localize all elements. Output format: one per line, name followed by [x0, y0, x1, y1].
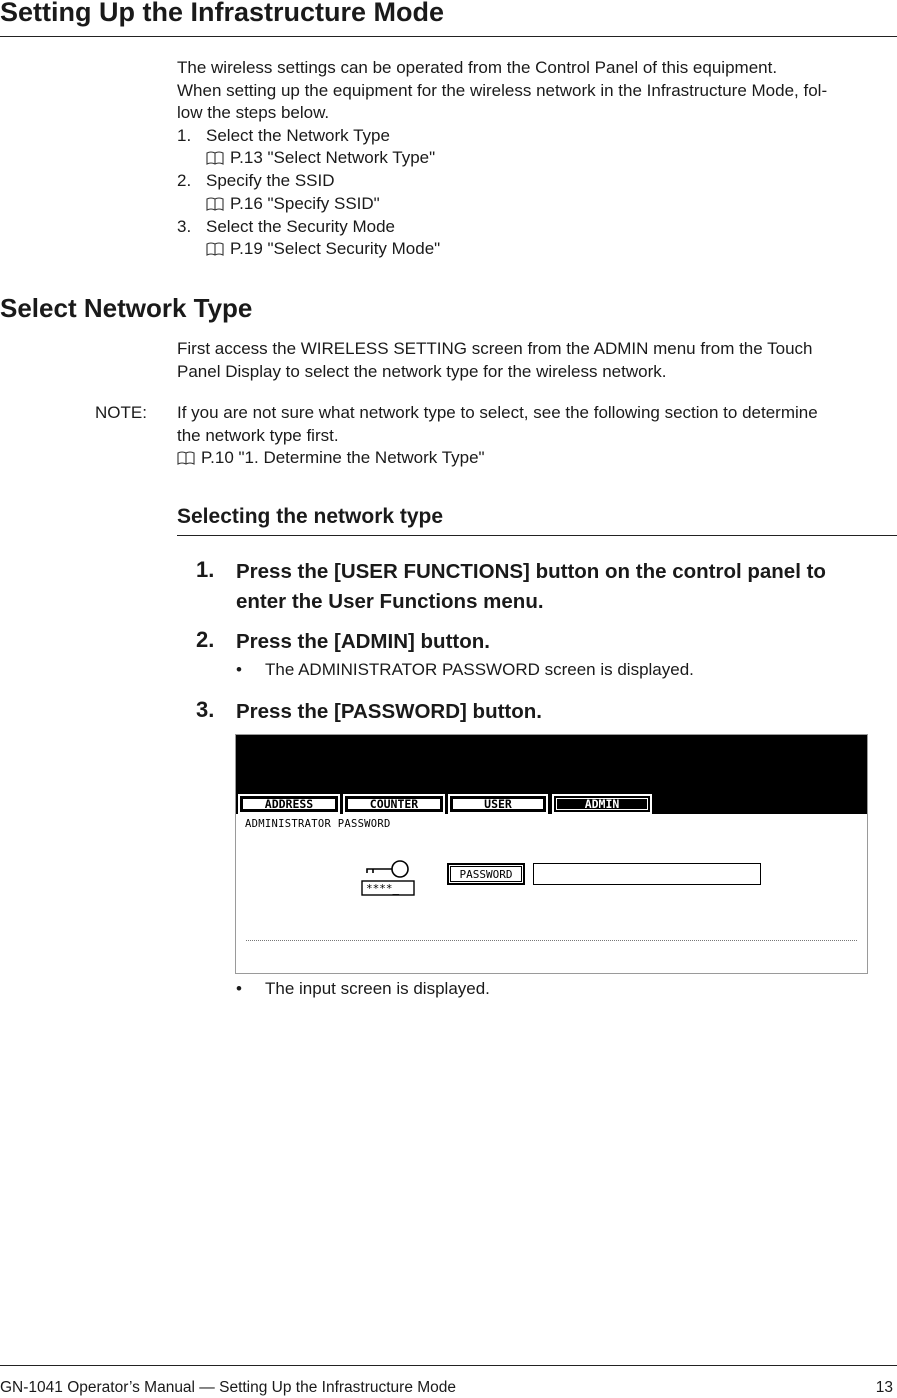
key-icon — [361, 859, 417, 899]
intro-line: The wireless settings can be operated from the Control Panel of this equipment. — [177, 58, 778, 77]
bullet: • — [236, 660, 242, 679]
step-result: The ADMINISTRATOR PASSWORD screen is displayed. — [265, 660, 694, 679]
password-field[interactable] — [533, 863, 761, 885]
step-instruction — [236, 557, 896, 617]
book-icon — [177, 451, 195, 466]
password-button[interactable] — [447, 863, 525, 885]
reference-text: P.16 "Specify SSID" — [230, 194, 380, 213]
step-number: 2. — [196, 627, 215, 652]
overview-step-text: Select the Security Mode — [206, 217, 395, 236]
procedure-rule — [177, 535, 897, 536]
panel-divider — [246, 940, 857, 941]
note-line: the network type first. — [177, 425, 339, 445]
intro-line: When setting up the equipment for the wireless network in the Infrastructure Mode, fol- — [177, 80, 828, 100]
book-icon — [206, 242, 224, 257]
bullet: • — [236, 979, 242, 998]
cross-reference-link[interactable] — [206, 147, 435, 170]
step-line: enter the User Functions menu. — [236, 590, 544, 613]
tab-address[interactable] — [238, 794, 340, 814]
step-number: 3. — [196, 697, 215, 722]
control-panel-screen — [235, 734, 868, 974]
step-number: 1. — [196, 557, 215, 582]
tab-label: ADDRESS — [242, 798, 336, 810]
password-button-label: PASSWORD — [450, 866, 522, 882]
key-icon-label: ****_ — [366, 882, 400, 895]
procedure-title: Selecting the network type — [177, 505, 444, 528]
tab-user[interactable] — [448, 794, 548, 814]
step-line: Press the [USER FUNCTIONS] button on the control panel to — [236, 560, 826, 583]
body-line: First access the WIRELESS SETTING screen from the ADMIN menu from the Touch — [177, 339, 813, 358]
body-line: Panel Display to select the network type for the wireless network. — [177, 361, 667, 381]
intro-line: low the steps below. — [177, 103, 330, 123]
cross-reference-link[interactable] — [206, 193, 380, 216]
note-label: NOTE: — [95, 403, 147, 422]
overview-step-number: 2. — [177, 171, 192, 190]
tab-label: COUNTER — [347, 798, 441, 810]
tab-counter[interactable] — [343, 794, 445, 814]
step-result: The input screen is displayed. — [265, 979, 490, 998]
overview-step-number: 1. — [177, 126, 192, 145]
cross-reference-link[interactable] — [177, 447, 485, 470]
page-number: 13 — [875, 1379, 893, 1396]
step-instruction: Press the [ADMIN] button. — [236, 630, 490, 653]
note-line: If you are not sure what network type to select, see the following section to determine — [177, 403, 818, 422]
step-instruction: Press the [PASSWORD] button. — [236, 700, 542, 723]
screen-title: ADMINISTRATOR PASSWORD — [245, 818, 391, 830]
section-title: Select Network Type — [0, 293, 253, 323]
cross-reference-link[interactable] — [206, 238, 440, 261]
overview-step-number: 3. — [177, 217, 192, 236]
overview-step-text: Specify the SSID — [206, 171, 335, 190]
intro-paragraph — [177, 57, 892, 125]
book-icon — [206, 197, 224, 212]
section-body — [177, 338, 892, 383]
footer-rule — [0, 1365, 897, 1366]
reference-text: P.10 "1. Determine the Network Type" — [201, 448, 485, 467]
note-text — [177, 402, 892, 447]
reference-text: P.13 "Select Network Type" — [230, 148, 436, 167]
title-rule — [0, 36, 897, 37]
tab-label: ADMIN — [556, 798, 648, 810]
tab-admin[interactable] — [552, 794, 652, 814]
reference-text: P.19 "Select Security Mode" — [230, 239, 441, 258]
footer-text: GN-1041 Operator’s Manual — Setting Up the Infrastructure Mode — [0, 1379, 457, 1396]
page-title: Setting Up the Infrastructure Mode — [0, 0, 445, 27]
tab-label: USER — [452, 798, 544, 810]
book-icon — [206, 151, 224, 166]
overview-step-text: Select the Network Type — [206, 126, 390, 145]
